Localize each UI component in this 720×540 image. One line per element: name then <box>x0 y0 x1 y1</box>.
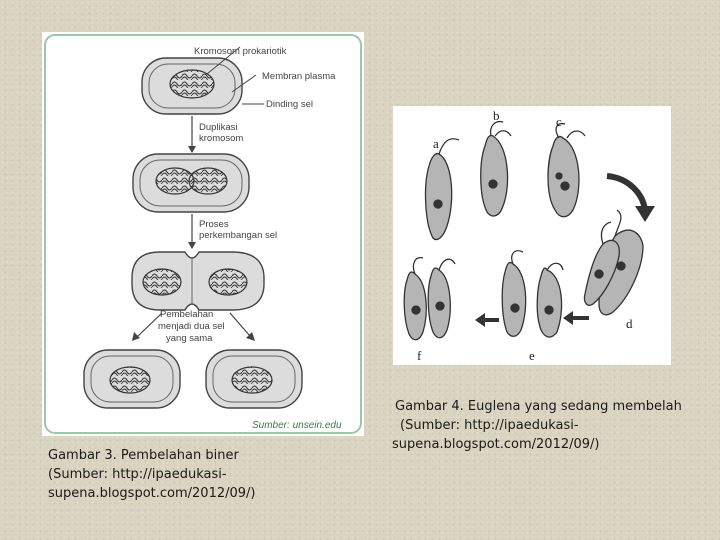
caption-source-2: supena.blogspot.com/2012/09/) <box>392 437 600 452</box>
caption-title: Gambar 3. Pembelahan biner <box>48 448 239 463</box>
label-process-1: Proses <box>199 219 229 230</box>
chromosome-blob <box>156 168 194 194</box>
letter-f: f <box>417 348 422 363</box>
euglena-stage-c <box>548 124 585 217</box>
label-duplication-2: kromosom <box>199 133 244 144</box>
left-arrow-icon <box>563 311 589 325</box>
caption-source-1: (Sumber: http://ipaedukasi- <box>48 467 227 482</box>
binary-fission-figure <box>42 32 364 436</box>
label-division-1: Pembelahan <box>160 309 214 320</box>
cell-stage-3 <box>132 252 264 310</box>
binary-fission-diagram <box>42 32 364 436</box>
caption-title: Gambar 4. Euglena yang sedang membelah <box>395 399 682 414</box>
letter-c: c <box>556 114 562 129</box>
chromosome-blob <box>209 269 247 295</box>
caption-euglena <box>392 397 702 454</box>
cell-stage-2 <box>133 154 249 212</box>
label-chromosome: Kromosom prokariotik <box>194 46 287 57</box>
chromosome-blob <box>232 367 272 393</box>
euglena-stage-b <box>481 122 511 216</box>
euglena-division-figure <box>393 106 671 365</box>
curved-arrow-icon <box>607 176 655 222</box>
cell-stage-1 <box>142 58 242 114</box>
source-credit: Sumber: unsein.edu <box>252 420 342 431</box>
letter-e: e <box>529 348 535 363</box>
label-division-3: yang sama <box>166 333 213 344</box>
label-membrane: Membran plasma <box>262 71 336 82</box>
label-wall: Dinding sel <box>266 99 313 110</box>
caption-binary-fission <box>48 446 348 503</box>
daughter-cell-left <box>84 350 180 408</box>
letter-b: b <box>493 108 500 123</box>
letter-a: a <box>433 136 439 151</box>
euglena-stage-d <box>584 210 643 315</box>
euglena-stage-e <box>502 251 563 337</box>
euglena-stage-a <box>426 139 459 240</box>
euglena-stage-f <box>404 258 455 340</box>
label-duplication-1: Duplikasi <box>199 122 238 133</box>
chromosome-blob <box>110 367 150 393</box>
label-process-2: perkembangan sel <box>199 230 278 241</box>
letter-d: d <box>626 316 633 331</box>
caption-source-2: supena.blogspot.com/2012/09/) <box>48 486 256 501</box>
daughter-cell-right <box>206 350 302 408</box>
chromosome-blob <box>143 269 181 295</box>
label-division-2: menjadi dua sel <box>158 321 225 332</box>
chromosome-blob <box>189 168 227 194</box>
left-arrow-icon <box>475 313 499 327</box>
euglena-division-diagram <box>393 106 671 365</box>
caption-source-1: (Sumber: http://ipaedukasi- <box>400 418 579 433</box>
